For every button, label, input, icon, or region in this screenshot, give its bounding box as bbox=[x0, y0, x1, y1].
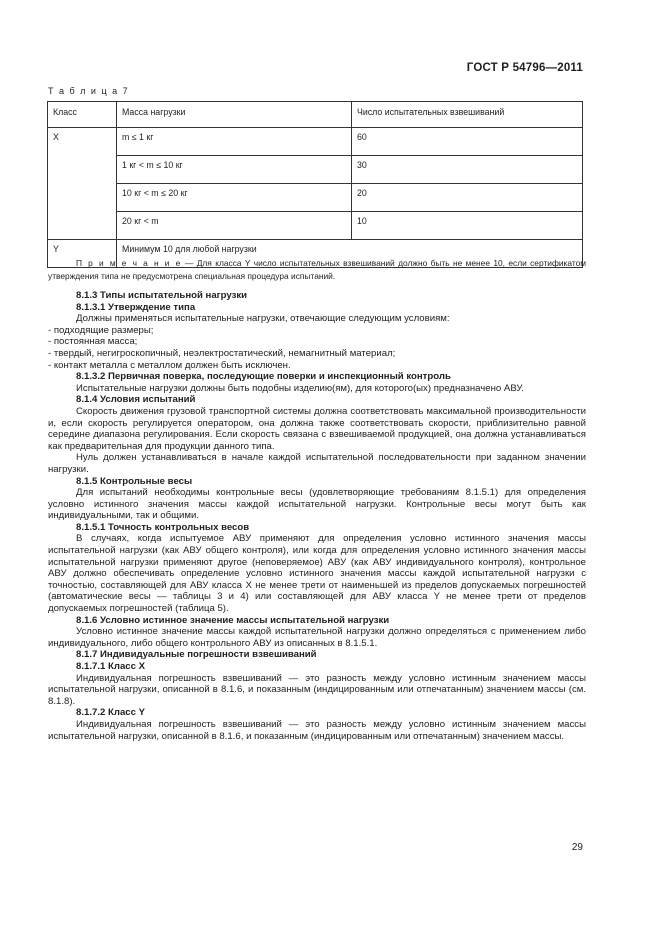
section-heading: 8.1.3.2 Первичная поверка, последующие поверки и инспекционный контроль bbox=[76, 371, 451, 383]
table-row bbox=[48, 128, 583, 156]
section-heading: 8.1.4 Условия испытаний bbox=[76, 394, 196, 406]
header-count: Число испытательных взвешиваний bbox=[352, 102, 583, 128]
cell-mass: 20 кг < m bbox=[117, 212, 352, 240]
table-caption: Т а б л и ц а 7 bbox=[48, 86, 130, 96]
paragraph: Испытательные нагрузки должны быть подобны изделию(ям), для которого(ых) предназначено АВУ. bbox=[76, 382, 524, 394]
table-row bbox=[48, 156, 583, 184]
document-body bbox=[48, 290, 586, 742]
section-heading: 8.1.3.1 Утверждение типа bbox=[76, 301, 196, 313]
cell-mass: m ≤ 1 кг bbox=[117, 128, 352, 156]
section-heading: 8.1.6 Условно истинное значение массы испытательной нагрузки bbox=[76, 614, 390, 626]
list-item: - контакт металла с металлом должен быть исключен. bbox=[48, 359, 291, 371]
cell-mass: 10 кг < m ≤ 20 кг bbox=[117, 184, 352, 212]
section-heading: 8.1.3 Типы испытательной нагрузки bbox=[76, 290, 248, 301]
list-item: - постоянная масса; bbox=[48, 336, 138, 348]
table-header-row bbox=[48, 102, 583, 128]
paragraph: Должны применяться испытательные нагрузки, отвечающие следующим условиям: bbox=[76, 313, 450, 325]
standard-header: ГОСТ Р 54796—2011 bbox=[466, 62, 583, 74]
section-heading: 8.1.7 Индивидуальные погрешности взвешиваний bbox=[76, 649, 317, 661]
paragraph: Условно истинное значение массы каждой испытательной нагрузки должно определяться с применением либо индивидуального, либо общего контрольного АВУ из описанных в 8.1.5.1. bbox=[48, 626, 586, 649]
paragraph: Скорость движения грузовой транспортной системы должна соответствовать максимальной производительности и, если скорость регулируется оператором, она должна также соответствовать скорости, приблизительно равной середине диапазона регулирования. Если скорость связана с взвешиваемой продукцией, она должна устанавливаться как предварительная для продукции данного типа. bbox=[48, 405, 586, 452]
header-class: Класс bbox=[48, 102, 117, 128]
table-note bbox=[48, 257, 586, 283]
section-heading: 8.1.7.2 Класс Y bbox=[76, 707, 146, 719]
cell-count: 60 bbox=[352, 128, 583, 156]
page-number: 29 bbox=[571, 842, 583, 853]
note-text: — Для класса Y число испытательных взвешиваний должно быть не менее 10, если сертификатом утверждения типа не предусмотрена специальная процедура испытаний. bbox=[48, 258, 587, 281]
cell-count: 10 bbox=[352, 212, 583, 240]
paragraph: Для испытаний необходимы контрольные весы (удовлетворяющие требованиям 8.1.5.1) для определения условно истинного значения массы каждой испытательной нагрузки. Контрольные весы могут быть как индивидуальными, так и общими. bbox=[48, 487, 586, 522]
cell-count: 30 bbox=[352, 156, 583, 184]
note-label: П р и м е ч а н и е bbox=[76, 258, 182, 268]
paragraph: Индивидуальная погрешность взвешиваний — это разность между условно истинным значением массы испытательной нагрузки, описанной в 8.1.6, и показанным (индицированным или отпечатанным) значением массы (см. 8.1.8). bbox=[48, 672, 586, 707]
list-item: - подходящие размеры; bbox=[48, 324, 154, 336]
paragraph: Нуль должен устанавливаться в начале каждой испытательной последовательности при заданном значении нагрузки. bbox=[48, 452, 586, 475]
cell-class: Y bbox=[48, 240, 117, 268]
table-7 bbox=[47, 101, 583, 268]
section-heading: 8.1.5 Контрольные весы bbox=[76, 475, 193, 487]
cell-class: X bbox=[48, 128, 117, 240]
header-mass: Масса нагрузки bbox=[117, 102, 352, 128]
table-row bbox=[48, 212, 583, 240]
paragraph: Индивидуальная погрешность взвешиваний — это разность между условно истинным значением массы испытательной нагрузки, описанной в 8.1.6, и показанным (индицированным или отпечатанным) значением массы. bbox=[48, 718, 586, 742]
list-item: - твердый, негигроскопичный, неэлектростатический, немагнитный материал; bbox=[48, 347, 396, 359]
cell-mass: Минимум 10 для любой нагрузки bbox=[117, 240, 583, 268]
table-row bbox=[48, 184, 583, 212]
paragraph: В случаях, когда испытуемое АВУ применяют для определения условно истинного значения массы испытательной нагрузки (как АВУ общего контроля), или когда для определения условно истинного значения массы испытательной нагрузки применяют другое (неповеряемое) АВУ (как АВУ индивидуального контроля), контрольное АВУ должно обеспечивать определение условно истинного значения массы каждой испытательной нагрузки с точностью, составляющей для АВУ класса X не менее трети от наименьшей из пределов допускаемых погрешностей (автоматические весы — таблицы 3 и 4) или составляющей для АВУ класса Y не менее трети от пределов допускаемых погрешностей (таблица 5). bbox=[48, 533, 586, 615]
cell-count: 20 bbox=[352, 184, 583, 212]
section-heading: 8.1.7.1 Класс X bbox=[76, 661, 146, 672]
section-heading: 8.1.5.1 Точность контрольных весов bbox=[76, 521, 250, 533]
cell-mass: 1 кг < m ≤ 10 кг bbox=[117, 156, 352, 184]
